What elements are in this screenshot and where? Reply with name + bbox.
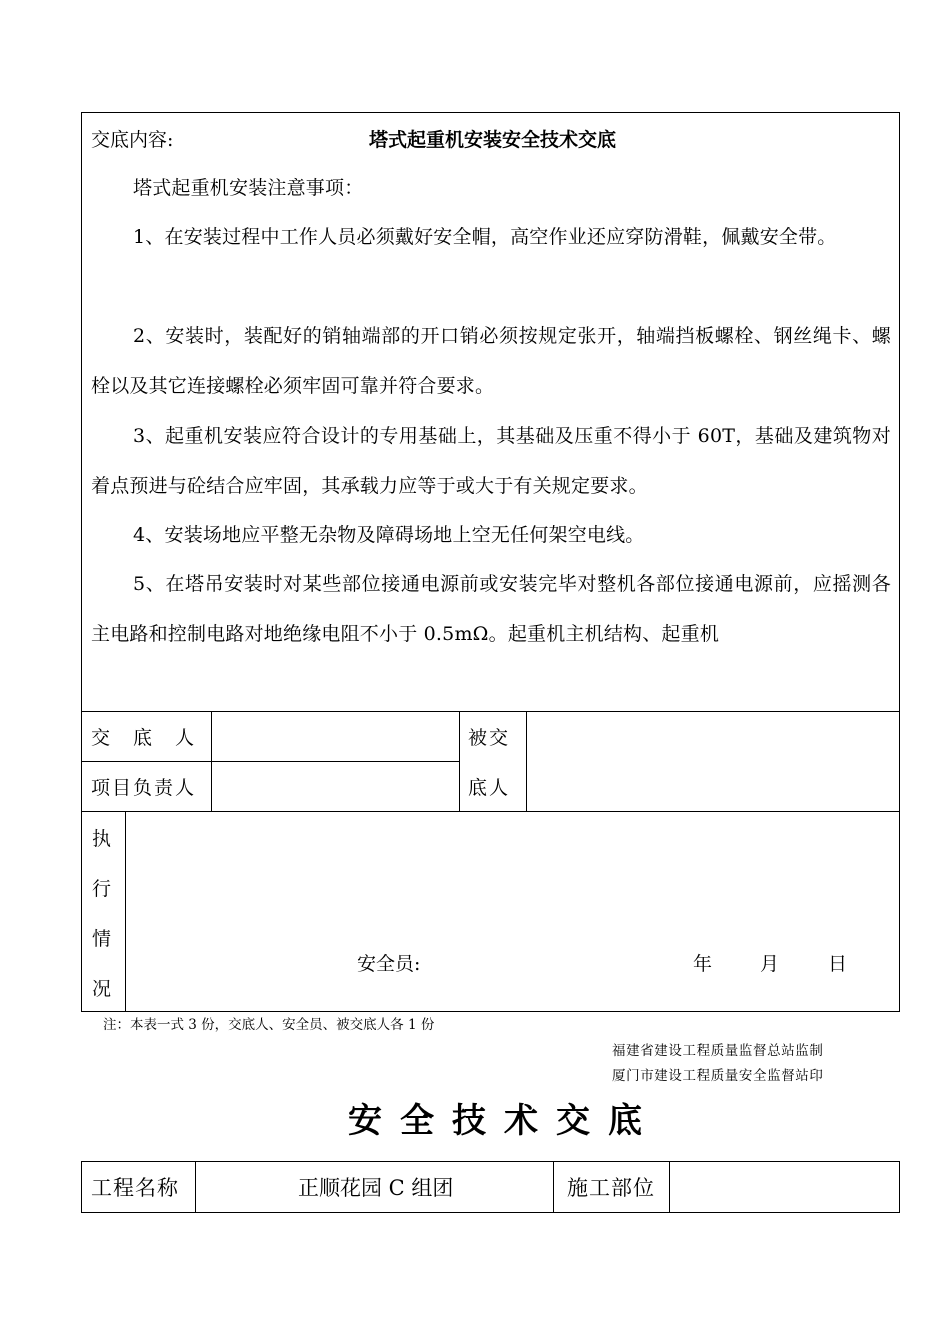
para-intro: 塔式起重机安装注意事项： bbox=[133, 177, 364, 199]
form-note: 注：本表一式 3 份，交底人、安全员、被交底人各 1 份 bbox=[103, 1017, 435, 1033]
divider bbox=[553, 1161, 554, 1213]
project-name-label: 工程名称 bbox=[91, 1176, 179, 1200]
divider bbox=[195, 1161, 196, 1213]
receiver-field[interactable] bbox=[527, 712, 899, 810]
manager-field[interactable] bbox=[212, 762, 458, 810]
para-1: 1、在安装过程中工作人员必须戴好安全帽，高空作业还应穿防滑鞋，佩戴安全带。 bbox=[133, 226, 837, 248]
issuer-line-2: 厦门市建设工程质量安全监督站印 bbox=[612, 1068, 824, 1084]
para-3: 3、起重机安装应符合设计的专用基础上，其基础及压重不得小于 60T，基础及建筑物对着点预进与砼结合应牢固，其承载力应等于或大于有关规定要求。 bbox=[91, 425, 891, 497]
exec-content-area[interactable] bbox=[126, 812, 899, 1011]
divider bbox=[669, 1161, 670, 1213]
exec-label-char: 况 bbox=[92, 978, 112, 1000]
para-5: 5、在塔吊安装时对某些部位接通电源前或安装完毕对整机各部位接通电源前，应摇测各主电路和控制电路对地绝缘电阻不小于 0.5mΩ。起重机主机结构、起重机 bbox=[91, 573, 891, 645]
exec-label-char: 行 bbox=[92, 878, 112, 900]
project-name-value[interactable]: 正顺花园 C 组团 bbox=[298, 1176, 454, 1200]
next-form-title: 安全技术交底 bbox=[348, 1101, 660, 1141]
divider bbox=[459, 711, 460, 811]
date-year: 年 bbox=[693, 953, 713, 975]
location-label: 施工部位 bbox=[567, 1176, 655, 1200]
date-month: 月 bbox=[760, 953, 780, 975]
form-title: 塔式起重机安装安全技术交底 bbox=[369, 129, 617, 151]
exec-label-char: 情 bbox=[92, 928, 112, 950]
para-2: 2、安装时，装配好的销轴端部的开口销必须按规定张开，轴端挡板螺栓、钢丝绳卡、螺栓以及其它连接螺栓必须牢固可靠并符合要求。 bbox=[91, 325, 891, 397]
exec-label-char: 执 bbox=[92, 828, 112, 850]
discloser-label: 交 底 人 bbox=[91, 727, 197, 749]
issuer-line-1: 福建省建设工程质量监督总站监制 bbox=[612, 1043, 824, 1059]
para-4: 4、安装场地应平整无杂物及障碍场地上空无任何架空电线。 bbox=[133, 524, 645, 546]
content-label: 交底内容: bbox=[91, 129, 174, 151]
manager-label: 项目负责人 bbox=[91, 777, 197, 799]
date-day: 日 bbox=[828, 953, 848, 975]
receiver-label: 被交 bbox=[468, 727, 511, 749]
discloser-field[interactable] bbox=[212, 712, 458, 760]
project-info-table bbox=[81, 1161, 900, 1213]
receiver-label: 底人 bbox=[468, 777, 511, 799]
safety-officer-label: 安全员: bbox=[357, 953, 421, 975]
